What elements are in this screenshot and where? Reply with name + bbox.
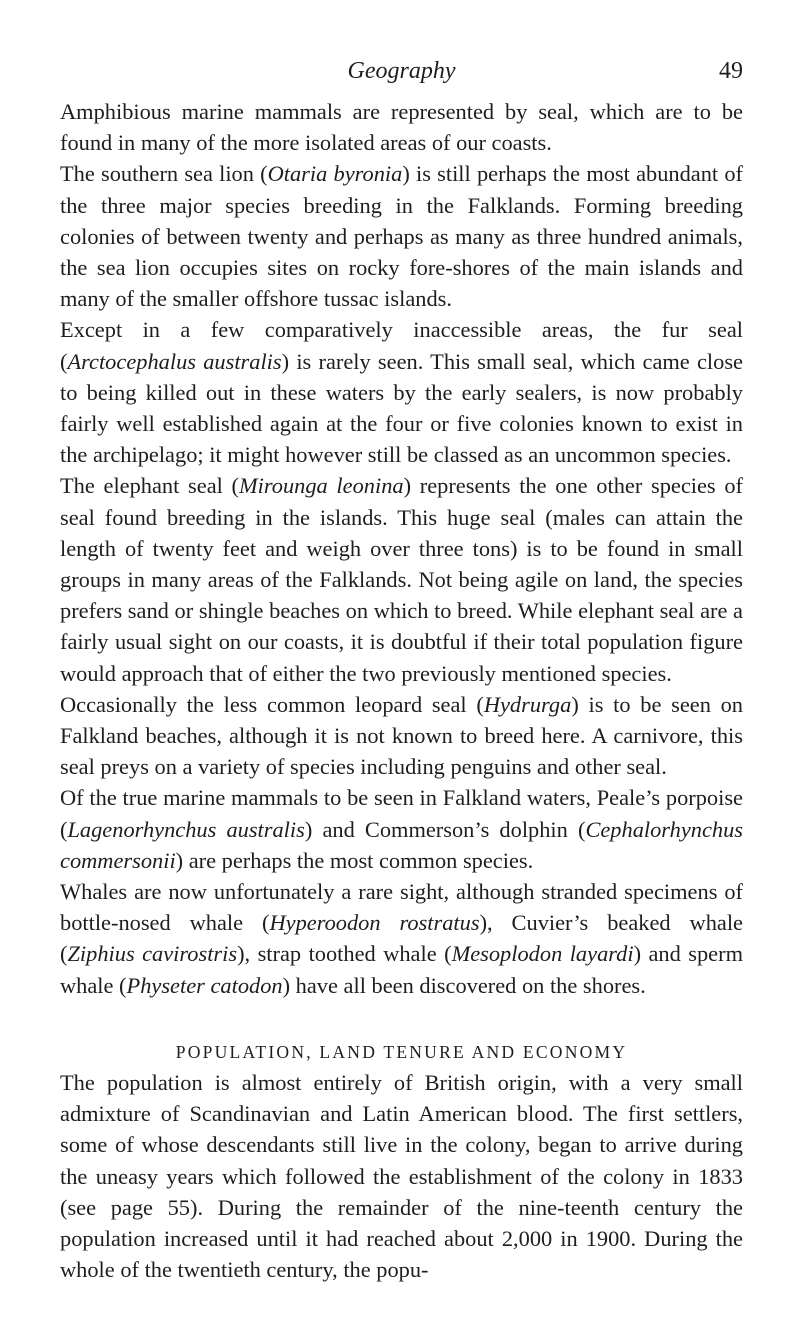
running-title: Geography — [347, 58, 456, 84]
section-heading: POPULATION, LAND TENURE AND ECONOMY — [175, 1041, 628, 1062]
paragraph-seal-intro: Amphibious marine mammals are represented by seal, which are to be found in many of the more isolated areas of our coasts. — [60, 99, 743, 156]
paragraph-elephant-seal: The elephant seal (Mirounga leonina) represents the one other species of seal found breeding in the islands. This huge seal (males can attain the length of twenty feet and weigh over three tons) is to be found in small groups in many areas of the Falklands. Not being agile on land, the species prefers sand or shingle beaches on which to breed. While elephant seal are a fairly usual sight on our coasts, it is doubtful if their total population figure would approach that of either the two previously mentioned species. — [60, 473, 743, 686]
paragraph-population: The population is almost entirely of British origin, with a very small admixture of Scandinavian and Latin American blood. The first settlers, some of whose descendants still live in the colony, began to arrive during the uneasy years which followed the establishment of the colony in 1833 (see page 55). During the remainder of the nine-teenth century the population increased until it had reached about 2,000 in 1900. During the whole of the twentieth century, the popu- — [60, 1069, 743, 1283]
body-text — [60, 96, 743, 1285]
paragraph-whales: Whales are now unfortunately a rare sight, although stranded specimens of bottle-nosed whale (Hyperoodon rostratus), Cuvier’s beaked whale (Ziphius cavirostris), strap toothed whale (Mesoplodon layardi) and sperm whale (Physeter catodon) have all been discovered on the shores. — [60, 879, 743, 998]
page-header — [60, 56, 743, 96]
paragraph-fur-seal: Except in a few comparatively inaccessible areas, the fur seal (Arctocephalus australis) is rarely seen. This small seal, which came close to being killed out in these waters by the early sealers, is now probably fairly well established again at the four or five colonies known to exist in the archipelago; it might however still be classed as an uncommon species. — [60, 317, 743, 468]
page-number: 49 — [719, 58, 743, 84]
paragraph-porpoise-dolphin: Of the true marine mammals to be seen in Falkland waters, Peale’s porpoise (Lagenorhynchus australis) and Commerson’s dolphin (Cephalorhynchus commersonii) are perhaps the most common species. — [60, 785, 743, 873]
paragraph-sea-lion: The southern sea lion (Otaria byronia) is still perhaps the most abundant of the three major species breeding in the Falklands. Forming breeding colonies of between twenty and perhaps as many as three hundred animals, the sea lion occupies sites on rocky fore-shores of the main islands and many of the smaller offshore tussac islands. — [60, 161, 743, 312]
paragraph-leopard-seal: Occasionally the less common leopard seal (Hydrurga) is to be seen on Falkland beaches, although it is not known to breed here. A carnivore, this seal preys on a variety of species including penguins and other seal. — [60, 691, 743, 780]
book-page — [60, 56, 743, 1285]
